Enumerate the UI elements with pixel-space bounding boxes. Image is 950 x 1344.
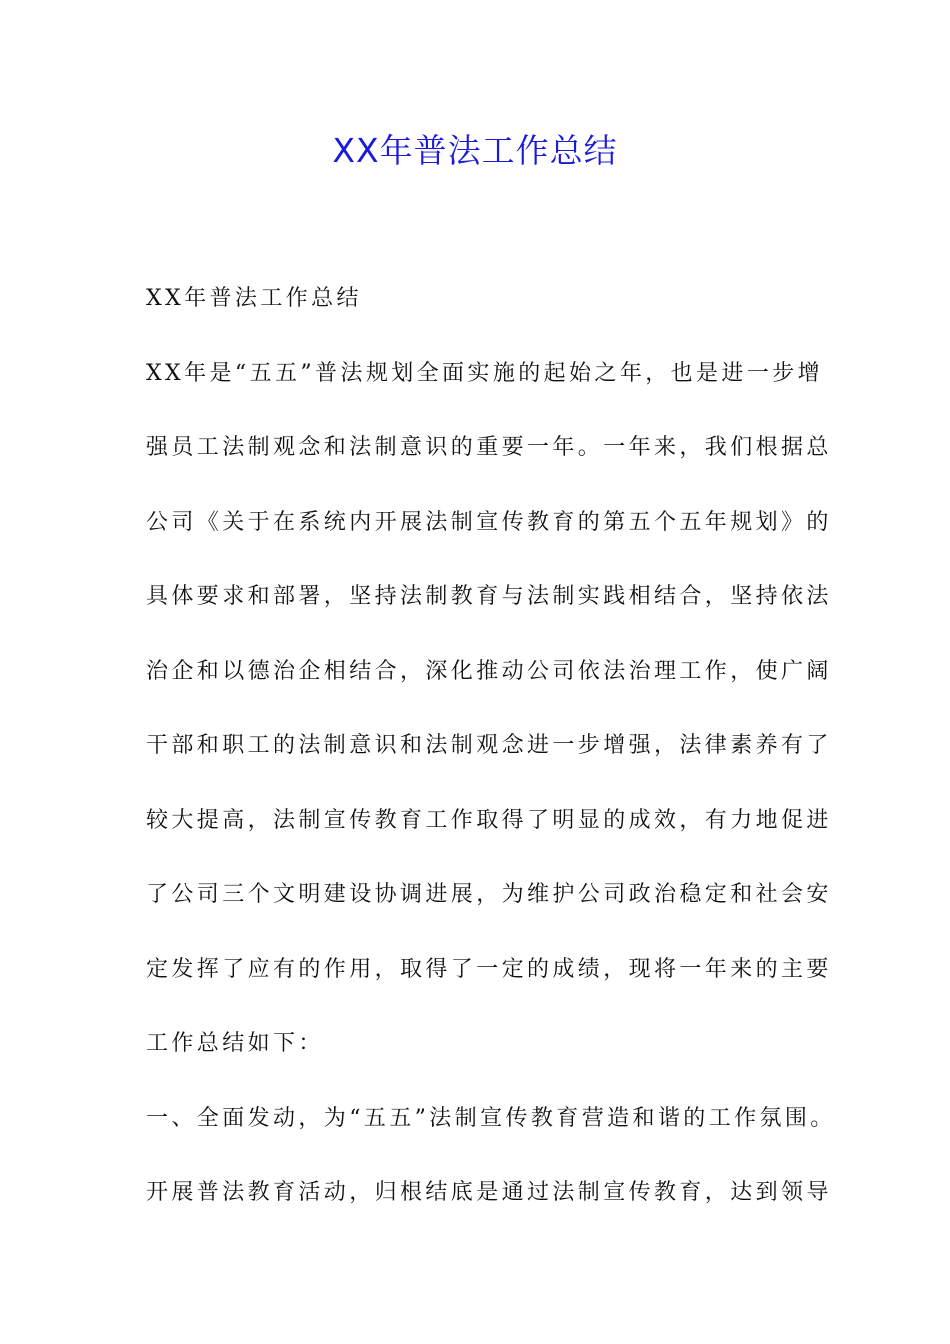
document-body (146, 262, 836, 1231)
section-heading-line: 一、全面发动，为“五五”法制宣传教育营造和谐的工作氛围。 (146, 1105, 836, 1131)
body-line: 干部和职工的法制意识和法制观念进一步增强，法律素养有了 (146, 733, 832, 758)
body-line-subtitle: XX年普法工作总结 (146, 286, 362, 311)
body-line: 公司《关于在系统内开展法制宣传教育的第五个五年规划》的 (146, 509, 832, 535)
body-line: 较大提高，法制宣传教育工作取得了明显的成效，有力地促进 (146, 807, 832, 833)
body-line: 强员工法制观念和法制意识的重要一年。一年来，我们根据总 (146, 435, 832, 460)
body-line: 开展普法教育活动，归根结底是通过法制宣传教育，达到领导 (146, 1180, 832, 1205)
body-line: 工作总结如下： (146, 1031, 324, 1056)
document-title: XX年普法工作总结 (332, 131, 618, 170)
body-line: XX年是“五五”普法规划全面实施的起始之年，也是进一步增 (146, 360, 824, 386)
body-line: 了公司三个文明建设协调进展，为维护公司政治稳定和社会安 (146, 882, 832, 907)
body-line: 定发挥了应有的作用，取得了一定的成绩，现将一年来的主要 (146, 956, 832, 982)
body-line: 治企和以德治企相结合，深化推动公司依法治理工作，使广阔 (146, 658, 832, 684)
body-line: 具体要求和部署，坚持法制教育与法制实践相结合，坚持依法 (146, 584, 832, 609)
